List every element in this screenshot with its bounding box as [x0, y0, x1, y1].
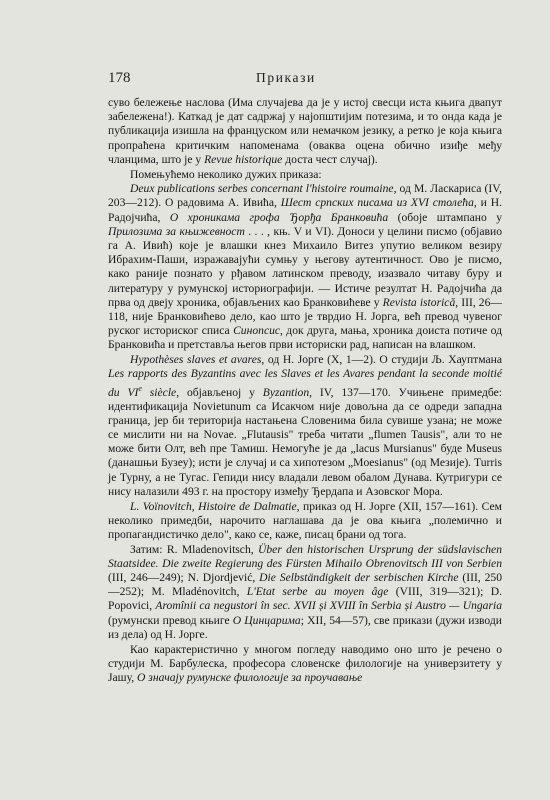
text-run: , од М. Ласкариса (IV, 203—212). О радовима А. Ивића,	[108, 182, 502, 210]
text-run: (III, 246—249); N. Djordjević,	[108, 571, 260, 585]
text-run: (обоје штампано у	[388, 210, 502, 224]
text-run: , приказ од Н. Јорге (XII, 157—161). Сем неколико примедби, нарочито наглашава да је ова књига „полемично и пропагандистичко дело", како се, каже, писац брани од тога.	[108, 499, 502, 541]
text-run: доста чест случај).	[282, 152, 378, 166]
paragraph-p0	[108, 96, 502, 167]
italic-text-run: e	[138, 383, 142, 393]
italic-text-run: siècle	[141, 385, 177, 399]
text-run: суво бележење наслова (Има случајева да је у истој свесци иста књига двапут забележена!). Каткад је дат садржај у најопштијим потезима, и то онда када је публикација изишла на француском или немачком језику, а ретко је која књига пропраћена критичким напоменама (оваква оцена обично изиђе међу чланцима, што је у	[108, 96, 502, 166]
italic-text-run: Byzantion	[262, 385, 310, 399]
text-run: (III, 250—252); M. Mladénovitch,	[108, 571, 502, 599]
text-run: , од Н. Јорге (X, 1—2). О студији Љ. Хауптмана	[261, 353, 502, 367]
italic-text-run: О хроникама грофа Ђорђа Бранковића	[169, 210, 389, 224]
page-number: 178	[108, 70, 131, 86]
running-head: Прикази	[256, 70, 316, 85]
paragraph-p4	[108, 500, 502, 543]
paragraph-p1	[108, 168, 502, 182]
italic-text-run: Hypothèses slaves et avares	[130, 353, 262, 367]
italic-text-run: Прилозима за књижевност	[108, 224, 245, 238]
italic-text-run: О Цинцарима	[232, 613, 301, 627]
text-run: , III, 26—118, није Бранковићево дело, као што је тврдио Н. Јорга, већ превод чувеног руског историског списа	[108, 295, 502, 338]
paragraph-p5	[108, 543, 502, 642]
italic-text-run: Шест српских писама из XVI столећа	[280, 196, 474, 210]
italic-text-run: Синопсис	[233, 324, 281, 338]
italic-text-run: О значају румунске филологије за проучавање	[137, 670, 363, 684]
italic-text-run: Über den historischen Ursprung der südslavischen Staatsidee. Die zweite Regierung des Fürsten Mihailo Obrenovitsch III von Serbien	[108, 542, 502, 570]
italic-text-run: Die Selbständigkeit der serbischen Kirche	[259, 571, 459, 585]
italic-text-run: Les rapports des Byzantins avec les Slaves et les Avares pendant la seconde moitié du VI	[108, 367, 502, 399]
paragraph-p2	[108, 182, 502, 352]
italic-text-run: Aromînii ca negustori în sec. XVII și XVIII în Serbia și Austro — Ungaria	[155, 599, 503, 613]
italic-text-run: L'Etat serbe au moyen âge	[246, 585, 389, 599]
body-text	[108, 96, 502, 685]
text-run: . . . , књ. V и VI). Доноси у целини писмо (објавио га А. Ивић) које је влашки кнез Михаило Витез упутио великом везиру Ибрахим-Паши, изражавајући сумњу у његову аутентичност. Ово је писмо, како раније познато у рђавом латинском преводу, изазвало читаву буру и литературу у румунској историографији. — Истиче резултат Н. Радојчића да прва од двеју хроника, објављених као Бранковићеве у	[108, 224, 503, 309]
text-run: , док друга, мања, хроника доиста потиче од Бранковића и претставља његов први историски рад, написан на влашком.	[108, 324, 503, 352]
paragraph-p6	[108, 643, 502, 686]
text-run: Затим: R. Mladenovitsch,	[130, 542, 258, 556]
page-header	[108, 70, 500, 90]
italic-text-run: Deux publications serbes concernant l'histoire roumaine	[130, 182, 394, 196]
paragraph-p3	[108, 353, 502, 499]
text-run: , IV, 137—170. Учињене примедбе: идентификација Novietunum са Исакчом није довољна да се одреди западна граница, јер би територија настањена Словенима била сувише узана; не може се мислити ни на Novae. „Flutausis" треба читати „flumen Tausis", али то не може бити Олт, већ пре Тамиш. Немогуће је да „lacus Mursianus" буде Museus (данашњи Бузеу); исти је случај и са хипотезом „Moesianus" (од Мезије). Turris је Турну, а не Тугас. Гепиди нису владали левом обалом Дунава. Кутригури се нису налазили 493 г. на простору између Ђердапа и Азовског Мора.	[108, 385, 503, 498]
text-run: (VIII, 319—321); D. Popovici,	[108, 585, 503, 613]
italic-text-run: Revista istorică	[382, 295, 456, 309]
text-run: ; XII, 54—57), све прикази (дужи изводи из дела) од Н. Јорге.	[108, 613, 502, 641]
text-run: Помењућемо неколико дужих приказа:	[130, 167, 322, 181]
italic-text-run: L. Voïnovitch, Histoire de Dalmatie	[130, 499, 297, 513]
text-run: , објављеној у	[176, 385, 263, 399]
text-run: (румунски превод књиге	[108, 613, 233, 627]
text-run: Као карактеристично у многом погледу наводимо оно што је речено о студији М. Барбулеска, професора словенске филологије на универзитету у Јашу,	[108, 642, 502, 684]
text-run: , и Н. Радојчића,	[108, 196, 503, 224]
italic-text-run: Revue historique	[204, 152, 283, 166]
